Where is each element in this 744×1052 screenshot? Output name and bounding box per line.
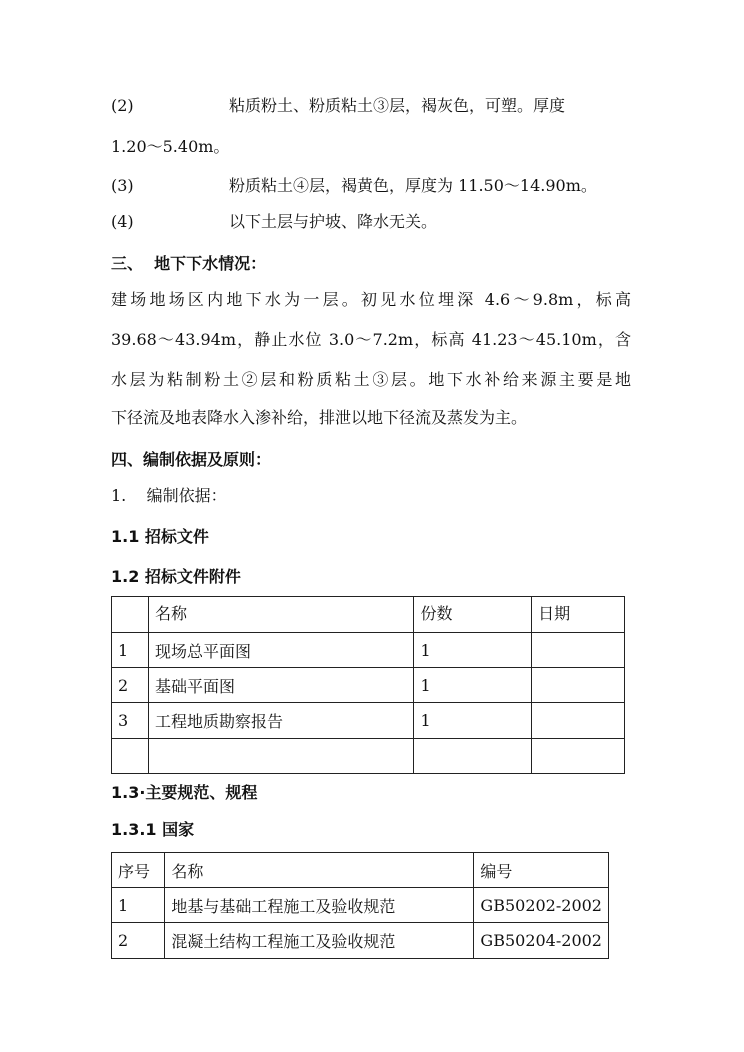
cell [532, 739, 625, 774]
section-4-heading: 四、编制依据及原则： [111, 450, 272, 469]
item-text: 粉质粘土④层，褐黄色，厚度为 11.50～14.90m。 [229, 176, 597, 195]
item-number: (4) [111, 212, 134, 231]
heading-1-1: 1.1 招标文件 [111, 527, 209, 546]
table-row [112, 633, 625, 668]
section-3-heading: 三、 地下下水情况： [111, 254, 267, 273]
header-cell: 名称 [148, 597, 414, 633]
cell [532, 668, 625, 703]
cell: 工程地质勘察报告 [148, 703, 414, 739]
cell: 1 [112, 888, 165, 923]
item-2-continued: 1.20～5.40m。 [111, 137, 230, 156]
heading-1-2: 1.2 招标文件附件 [111, 567, 241, 586]
header-cell: 序号 [112, 853, 165, 888]
cell: 混凝土结构工程施工及验收规范 [165, 923, 474, 959]
cell: GB50202-2002 [474, 888, 609, 923]
item-number: (2) [111, 96, 134, 115]
cell: 地基与基础工程施工及验收规范 [165, 888, 474, 923]
cell: 现场总平面图 [148, 633, 414, 668]
cell [414, 739, 532, 774]
table-row [112, 703, 625, 739]
heading-1-3-1: 1.3.1 国家 [111, 820, 195, 839]
heading-1-3: 1.3·主要规范、规程 [111, 783, 258, 802]
cell: 3 [112, 703, 149, 739]
paragraph-line: 水层为粘制粉土②层和粉质粘土③层。地下水补给来源主要是地 [111, 370, 631, 389]
standards-table [111, 852, 609, 959]
paragraph-line: 建场地场区内地下水为一层。初见水位埋深 4.6～9.8m，标高 [111, 290, 631, 309]
table-row [112, 668, 625, 703]
item-4 [111, 212, 631, 232]
header-cell: 名称 [165, 853, 474, 888]
paragraph-line: 39.68～43.94m，静止水位 3.0～7.2m，标高 41.23～45.10m，含 [111, 330, 631, 349]
header-cell [112, 597, 149, 633]
header-cell: 份数 [414, 597, 532, 633]
table-header-row [112, 853, 609, 888]
attachments-table [111, 596, 625, 774]
table-row [112, 923, 609, 959]
cell: 1 [112, 633, 149, 668]
cell [532, 633, 625, 668]
cell: 基础平面图 [148, 668, 414, 703]
cell: 1 [414, 668, 532, 703]
item-number: (3) [111, 176, 134, 195]
item-2 [111, 96, 631, 116]
item-text: 以下土层与护坡、降水无关。 [229, 212, 438, 231]
subsection-1: 1. 编制依据： [111, 486, 227, 505]
cell [112, 739, 149, 774]
cell: 2 [112, 923, 165, 959]
table-header-row [112, 597, 625, 633]
cell: 1 [414, 703, 532, 739]
header-cell: 日期 [532, 597, 625, 633]
table-row [112, 888, 609, 923]
paragraph-line: 下径流及地表降水入渗补给，排泄以地下径流及蒸发为主。 [111, 408, 528, 427]
item-3 [111, 176, 631, 196]
table-row [112, 739, 625, 774]
header-cell: 编号 [474, 853, 609, 888]
cell: 2 [112, 668, 149, 703]
cell [532, 703, 625, 739]
cell [148, 739, 414, 774]
cell: GB50204-2002 [474, 923, 609, 959]
item-text: 粘质粉土、粉质粘土③层，褐灰色，可塑。厚度 [229, 96, 566, 115]
cell: 1 [414, 633, 532, 668]
